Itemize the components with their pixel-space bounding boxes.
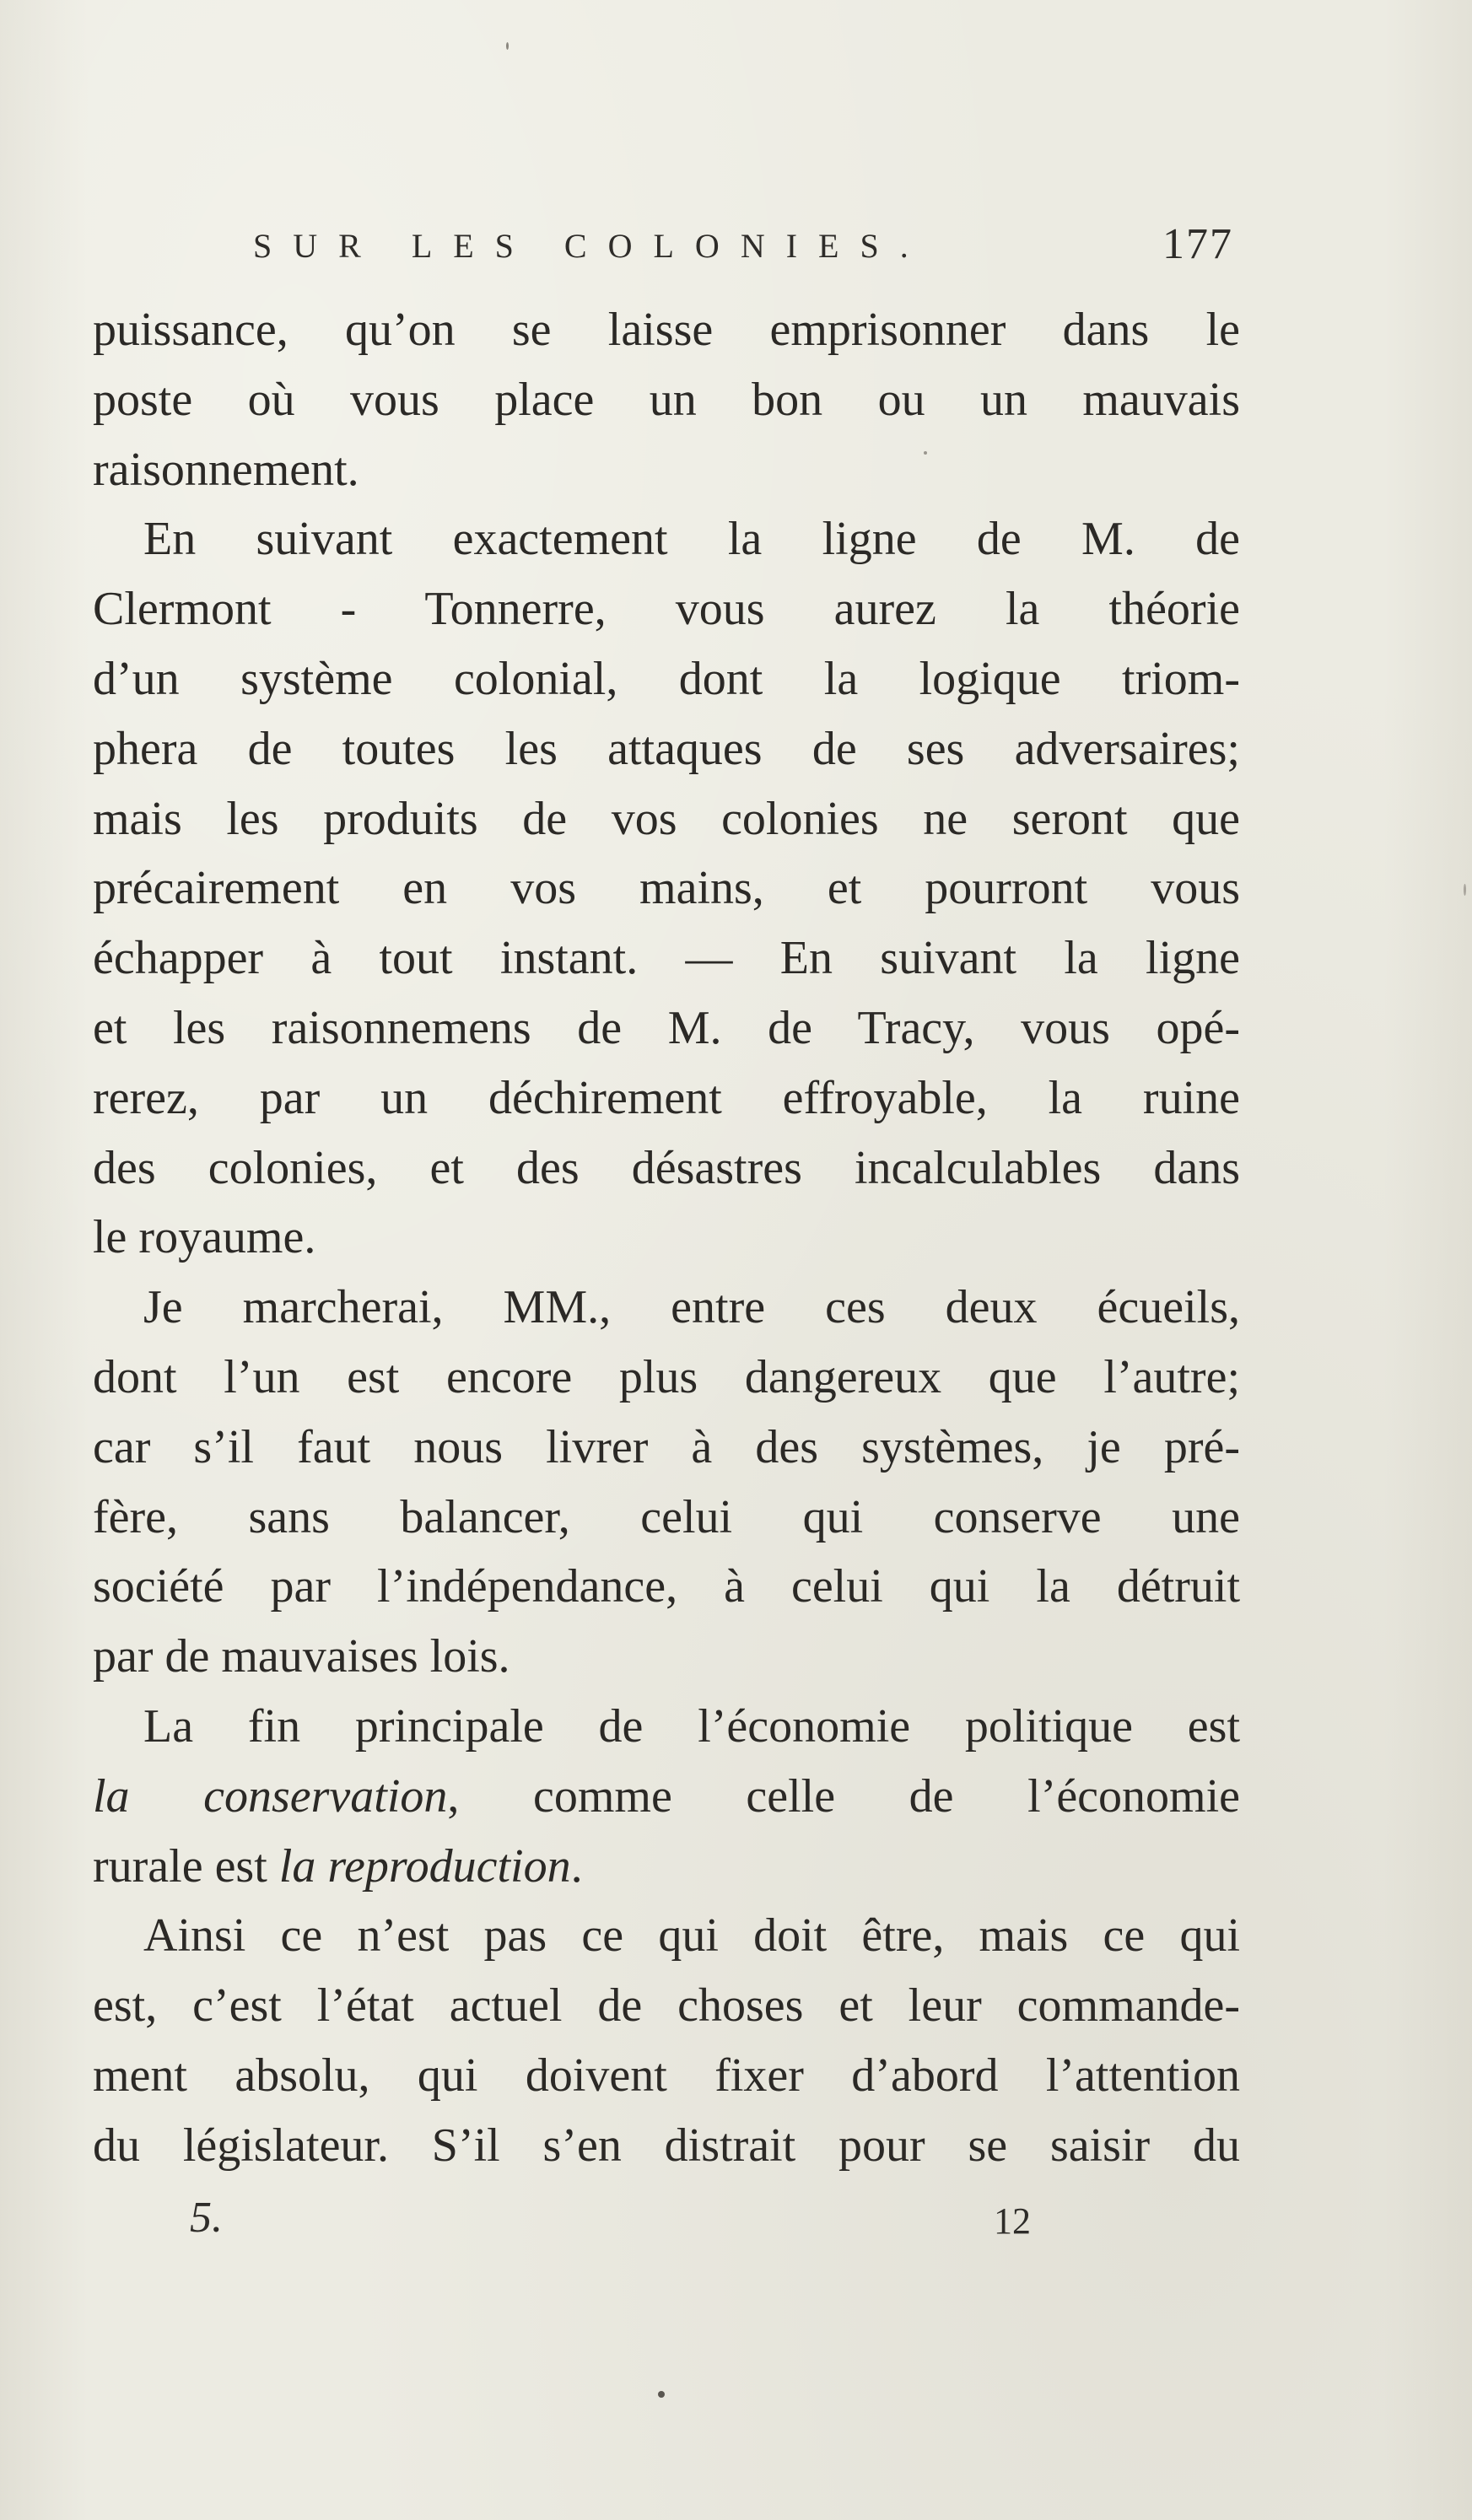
paper-speck bbox=[924, 451, 927, 455]
text-line: Ainsi ce n’est pas ce qui doit être, mais ce qui bbox=[143, 1909, 1240, 1963]
text-line: La fin principale de l’économie politique est bbox=[143, 1699, 1240, 1753]
paper-speck bbox=[506, 42, 509, 50]
text-line: car s’il faut nous livrer à des systèmes, je pré- bbox=[93, 1420, 1240, 1473]
text-line: rerez, par un déchirement effroyable, la ruine bbox=[93, 1071, 1240, 1124]
text-line: échapper à tout instant. — En suivant la ligne bbox=[93, 932, 1240, 985]
text-line: Je marcherai, MM., entre ces deux écueils, bbox=[143, 1281, 1240, 1334]
text-line: d’un système colonial, dont la logique triom- bbox=[93, 652, 1240, 705]
text-segment: . bbox=[570, 1839, 583, 1893]
body-text bbox=[93, 295, 1240, 2181]
text-line: fère, sans balancer, celui qui conserve une bbox=[93, 1490, 1240, 1543]
running-title: SUR LES COLONIES. bbox=[253, 227, 930, 265]
paper-speck bbox=[1464, 884, 1466, 896]
text-line: mais les produits de vos colonies ne seront que bbox=[93, 792, 1240, 845]
text-line: le royaume. bbox=[93, 1211, 316, 1264]
text-line: puissance, qu’on se laisse emprisonner dans le bbox=[93, 304, 1240, 356]
text-line: du législateur. S’il s’en distrait pour se saisir du bbox=[93, 2119, 1240, 2172]
text-line: dont l’un est encore plus dangereux que l’autre; bbox=[93, 1350, 1240, 1403]
page-number: 177 bbox=[1162, 220, 1233, 268]
text-line: phera de toutes les attaques de ses adversaires; bbox=[93, 722, 1240, 775]
text-segment: , comme celle de l’économie bbox=[447, 1769, 1241, 1823]
signature-mark: 5. bbox=[190, 2194, 223, 2242]
running-head bbox=[253, 220, 1233, 285]
text-line: ment absolu, qui doivent fixer d’abord l’attention bbox=[93, 2049, 1240, 2102]
paper-speck bbox=[658, 2391, 665, 2398]
page-footer bbox=[0, 2193, 1472, 2252]
text-line: des colonies, et des désastres incalculables dans bbox=[93, 1141, 1240, 1194]
text-line bbox=[93, 1762, 1240, 1832]
folio-number: 12 bbox=[994, 2200, 1031, 2242]
text-line: est, c’est l’état actuel de choses et leur commande- bbox=[93, 1979, 1240, 2033]
text-line: raisonnement. bbox=[93, 443, 359, 496]
italic-phrase: la reproduction bbox=[278, 1839, 571, 1893]
text-line: précairement en vos mains, et pourront vous bbox=[93, 862, 1240, 915]
text-line: poste où vous place un bon ou un mauvais bbox=[93, 373, 1240, 426]
italic-phrase: la conservation bbox=[93, 1769, 448, 1823]
text-line: par de mauvaises lois. bbox=[93, 1630, 510, 1683]
text-segment: rurale est bbox=[93, 1839, 279, 1893]
text-line: En suivant exactement la ligne de M. de bbox=[143, 513, 1240, 566]
text-line bbox=[93, 1832, 1240, 1902]
text-line: société par l’indépendance, à celui qui la détruit bbox=[93, 1560, 1240, 1613]
text-line: Clermont - Tonnerre, vous aurez la théorie bbox=[93, 583, 1240, 636]
text-line: et les raisonnemens de M. de Tracy, vous opé- bbox=[93, 1001, 1240, 1054]
